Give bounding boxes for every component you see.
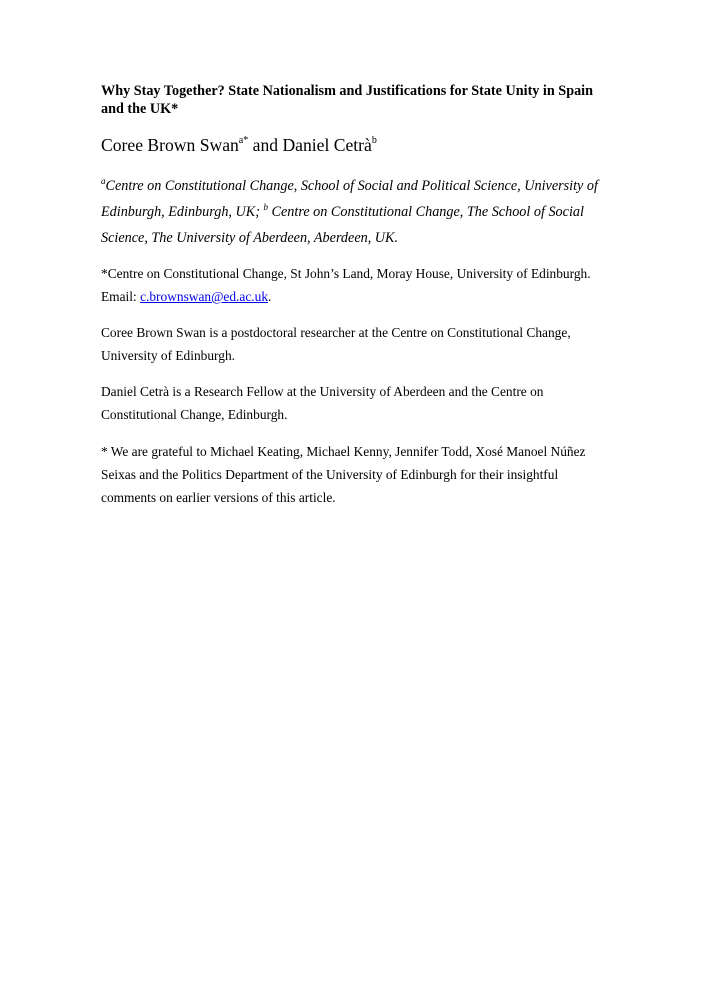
corresponding-author-contact [101, 262, 611, 308]
affiliations [101, 173, 611, 251]
author-2-affiliation-marks: b [371, 135, 377, 146]
acknowledgement: * We are grateful to Michael Keating, Michael Kenny, Jennifer Todd, Xosé Manoel Núñez Seixas and the Politics Department of the University of Edinburgh for their insightful comments on earlier versions of this article. [101, 444, 586, 505]
email-label: Email: [101, 289, 141, 304]
author-1-affiliation-marks: a* [238, 135, 249, 146]
affiliation-b-mark: b [263, 202, 268, 212]
author-2-name: Daniel Cetrà [282, 135, 372, 155]
author-2-bio: Daniel Cetrà is a Research Fellow at the University of Aberdeen and the Centre on Constitutional Change, Edinburgh. [101, 384, 544, 422]
paper-title: Why Stay Together? State Nationalism and Justifications for State Unity in Spain and the UK* [101, 83, 594, 117]
author-1-name: Coree Brown Swan [101, 135, 239, 155]
affiliation-b-text: Centre on Constitutional Change, The School of Social Science, The University of Aberdeen, Aberdeen, UK. [101, 204, 584, 246]
affiliation-a-mark: a [101, 176, 106, 186]
email-link[interactable]: c.brownswan@ed.ac.uk [140, 289, 269, 304]
affiliation-a-text: Centre on Constitutional Change, School of Social and Political Science, University of Edinburgh, Edinburgh, UK; [101, 178, 598, 220]
contact-address: *Centre on Constitutional Change, St John’s Land, Moray House, University of Edinburgh. [101, 266, 591, 281]
author-line [101, 134, 611, 156]
author-1-bio: Coree Brown Swan is a postdoctoral researcher at the Centre on Constitutional Change, University of Edinburgh. [101, 325, 571, 363]
author-joiner: and [248, 135, 283, 155]
email-suffix: . [268, 289, 272, 304]
